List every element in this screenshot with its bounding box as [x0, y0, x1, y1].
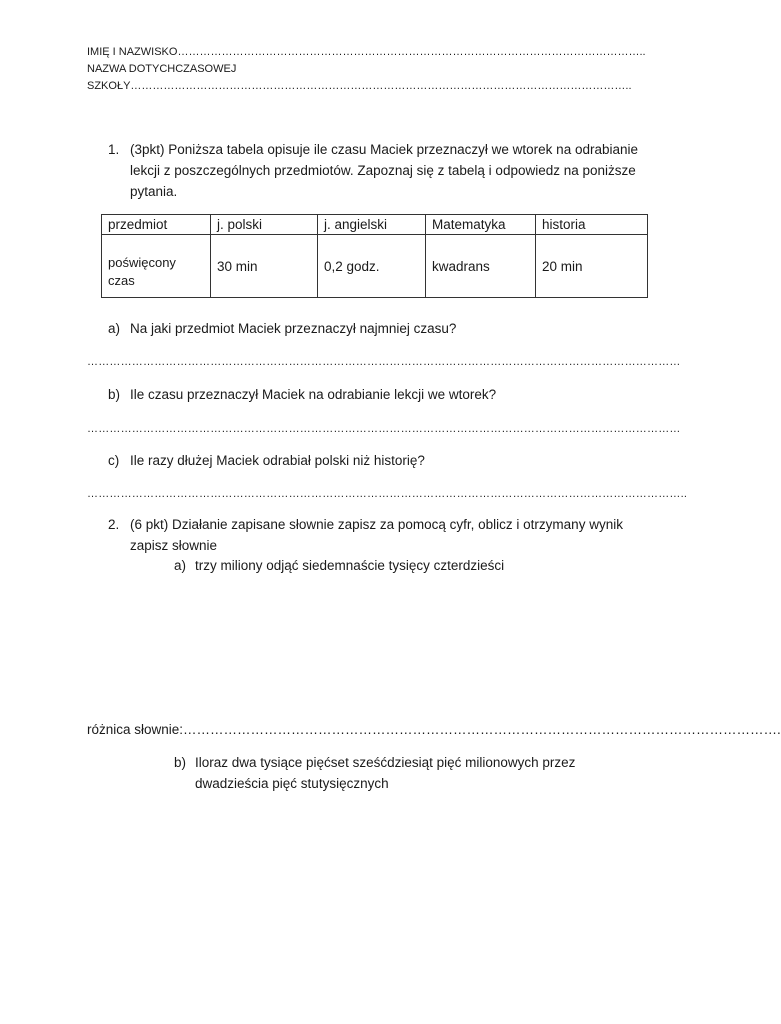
table-cell: kwadrans: [426, 235, 536, 298]
q2-a-label: a): [174, 558, 187, 573]
table-header-cell: przedmiot: [102, 215, 211, 235]
q1-c-text: Ile razy dłużej Maciek odrabiał polski niż historię?: [130, 453, 425, 468]
q2-b-label: b): [174, 755, 187, 770]
q2-b-line-1: Iloraz dwa tysiące pięćset sześćdziesiąt pięć milionowych przez: [195, 755, 576, 770]
name-line: IMIĘ I NAZWISKO………………………………………………………………………………………………………………..: [87, 46, 646, 58]
q1-c-label: c): [108, 453, 120, 468]
table-cell: poświęcony czas: [102, 235, 211, 298]
table-header-row: [102, 215, 648, 235]
q1-line-3: pytania.: [130, 184, 178, 199]
q1-c-answer-line[interactable]: ……………………………………………………………………………………………………………………………………………..: [87, 488, 688, 500]
q1-b-text: Ile czasu przeznaczył Maciek na odrabianie lekcji we wtorek?: [130, 387, 497, 402]
table-header-cell: j. angielski: [318, 215, 426, 235]
q2-a-text: trzy miliony odjąć siedemnaście tysięcy czterdzieści: [195, 558, 505, 573]
q2-b-line-2: dwadzieścia pięć stutysięcznych: [195, 776, 389, 791]
q2-line-2: zapisz słownie: [130, 538, 218, 553]
q1-number: 1.: [108, 142, 120, 157]
q1-a-answer-line[interactable]: ……………………………………………………………………………………………………………………………………………: [87, 356, 681, 368]
table-header-cell: j. polski: [211, 215, 318, 235]
q2-line-1: (6 pkt) Działanie zapisane słownie zapisz za pomocą cyfr, oblicz i otrzymany wynik: [130, 517, 623, 532]
q1-line-2: lekcji z poszczególnych przedmiotów. Zapoznaj się z tabelą i odpowiedz na poniższe: [130, 163, 636, 178]
school-line-2: SZKOŁY………………………………………………………………………………………………………………………..: [87, 80, 632, 92]
q1-b-label: b): [108, 387, 121, 402]
school-line-1: NAZWA DOTYCHCZASOWEJ: [87, 63, 237, 75]
table-header-cell: historia: [536, 215, 648, 235]
table-cell: 0,2 godz.: [318, 235, 426, 298]
time-table: [101, 214, 648, 298]
table-cell: 20 min: [536, 235, 648, 298]
q1-b-answer-line[interactable]: ……………………………………………………………………………………………………………………………………………: [87, 423, 681, 435]
q1-line-1: (3pkt) Poniższa tabela opisuje ile czasu Maciek przeznaczył we wtorek na odrabianie: [130, 142, 639, 157]
difference-answer-line[interactable]: różnica słownie:…………………………………………………………………………………………………………………….: [87, 722, 781, 737]
q2-number: 2.: [108, 517, 120, 532]
table-header-cell: Matematyka: [426, 215, 536, 235]
table-cell: 30 min: [211, 235, 318, 298]
q1-a-text: Na jaki przedmiot Maciek przeznaczył najmniej czasu?: [130, 321, 457, 336]
q1-a-label: a): [108, 321, 121, 336]
table-row: [102, 235, 648, 298]
